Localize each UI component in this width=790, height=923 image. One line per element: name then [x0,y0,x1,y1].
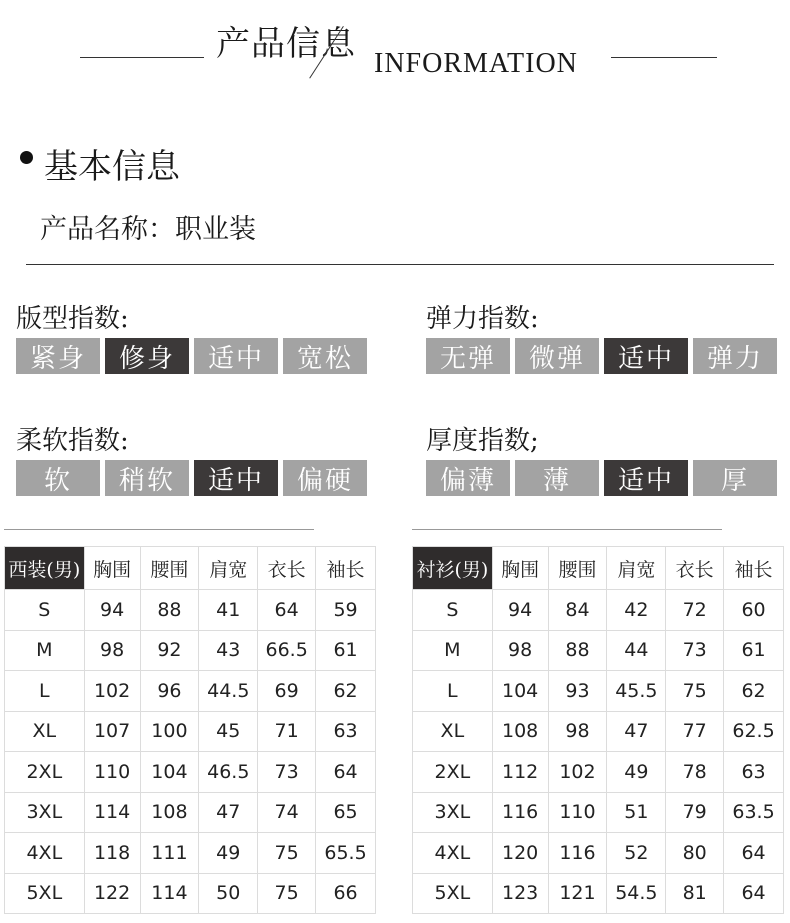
measurement-cell: 44.5 [199,671,258,712]
measurement-cell: 64 [316,752,376,793]
size-cell: 4XL [413,833,493,874]
measurement-cell: 110 [548,792,607,833]
measurement-cell: 51 [607,792,666,833]
measurement-cell: 88 [548,630,607,671]
measurement-cell: 46.5 [199,752,258,793]
measurement-cell: 42 [607,590,666,631]
thickness-option: 薄 [515,460,599,496]
stretch-option: 微弹 [515,338,599,374]
measurement-cell: 63 [316,711,376,752]
section-divider [26,264,774,265]
table-header-cell: 衣长 [258,547,316,590]
softness-option: 偏硬 [283,460,367,496]
measurement-cell: 77 [666,711,724,752]
thickness-option: 偏薄 [426,460,510,496]
size-cell: 5XL [5,873,85,914]
stretch-option: 无弹 [426,338,510,374]
size-cell: L [5,671,85,712]
measurement-cell: 110 [84,752,140,793]
table-row [5,590,376,631]
table-header-row [413,547,784,590]
measurement-cell: 112 [492,752,548,793]
measurement-cell: 102 [548,752,607,793]
measurement-cell: 108 [140,792,199,833]
measurement-cell: 111 [140,833,199,874]
stretch-index-label: 弹力指数: [426,304,539,334]
measurement-cell: 102 [84,671,140,712]
measurement-cell: 116 [492,792,548,833]
page-subtitle: INFORMATION [374,48,578,79]
measurement-cell: 62 [316,671,376,712]
stretch-option: 弹力 [693,338,777,374]
thickness-option: 适中 [604,460,688,496]
measurement-cell: 65 [316,792,376,833]
measurement-cell: 64 [724,833,784,874]
measurement-cell: 65.5 [316,833,376,874]
table-row [5,711,376,752]
table-row [5,873,376,914]
measurement-cell: 61 [724,630,784,671]
measurement-cell: 96 [140,671,199,712]
table-header-cell: 衣长 [666,547,724,590]
stretch-option: 适中 [604,338,688,374]
measurement-cell: 71 [258,711,316,752]
measurement-cell: 44 [607,630,666,671]
measurement-cell: 94 [84,590,140,631]
size-cell: M [413,630,493,671]
size-cell: 5XL [413,873,493,914]
softness-option: 软 [16,460,100,496]
measurement-cell: 75 [258,873,316,914]
measurement-cell: 74 [258,792,316,833]
table-header-cell: 胸围 [84,547,140,590]
measurement-cell: 50 [199,873,258,914]
table-header-cell: 袖长 [316,547,376,590]
measurement-cell: 118 [84,833,140,874]
table-row [413,711,784,752]
measurement-cell: 84 [548,590,607,631]
table-row [413,671,784,712]
thickness-index-label: 厚度指数; [426,426,539,456]
thickness-index-options [426,460,777,496]
measurement-cell: 62 [724,671,784,712]
measurement-cell: 79 [666,792,724,833]
table-row [413,792,784,833]
product-name: 产品名称：职业装 [40,214,256,245]
table-row [413,752,784,793]
table-row [5,630,376,671]
measurement-cell: 63 [724,752,784,793]
measurement-cell: 122 [84,873,140,914]
measurement-cell: 47 [199,792,258,833]
table-row [5,671,376,712]
size-cell: 4XL [5,833,85,874]
measurement-cell: 64 [258,590,316,631]
measurement-cell: 49 [199,833,258,874]
bullet-icon [20,151,33,164]
suit-table-rule [4,529,314,530]
measurement-cell: 94 [492,590,548,631]
table-header-cell: 肩宽 [199,547,258,590]
size-cell: 3XL [5,792,85,833]
size-cell: 3XL [413,792,493,833]
measurement-cell: 49 [607,752,666,793]
thickness-option: 厚 [693,460,777,496]
measurement-cell: 41 [199,590,258,631]
measurement-cell: 78 [666,752,724,793]
measurement-cell: 88 [140,590,199,631]
measurement-cell: 69 [258,671,316,712]
size-cell: S [5,590,85,631]
measurement-cell: 54.5 [607,873,666,914]
measurement-cell: 61 [316,630,376,671]
measurement-cell: 75 [258,833,316,874]
fit-index-label: 版型指数: [16,304,129,334]
size-cell: L [413,671,493,712]
page-title: 产品信息 [216,24,356,64]
softness-option: 适中 [194,460,278,496]
table-row [413,873,784,914]
measurement-cell: 107 [84,711,140,752]
measurement-cell: 43 [199,630,258,671]
measurement-cell: 45.5 [607,671,666,712]
size-cell: XL [413,711,493,752]
measurement-cell: 60 [724,590,784,631]
measurement-cell: 98 [84,630,140,671]
table-row [413,590,784,631]
table-header-cell: 袖长 [724,547,784,590]
measurement-cell: 98 [492,630,548,671]
measurement-cell: 66 [316,873,376,914]
measurement-cell: 81 [666,873,724,914]
measurement-cell: 93 [548,671,607,712]
measurement-cell: 100 [140,711,199,752]
table-row [413,833,784,874]
measurement-cell: 80 [666,833,724,874]
table-header-cell: 腰围 [548,547,607,590]
table-row [5,792,376,833]
stretch-index-options [426,338,777,374]
measurement-cell: 45 [199,711,258,752]
measurement-cell: 108 [492,711,548,752]
table-header-row [5,547,376,590]
suit-size-table [4,546,376,914]
measurement-cell: 116 [548,833,607,874]
header-right-rule [611,57,717,58]
shirt-size-table [412,546,784,914]
measurement-cell: 73 [258,752,316,793]
measurement-cell: 104 [140,752,199,793]
table-row [413,630,784,671]
softness-index-label: 柔软指数: [16,426,129,456]
table-row [5,752,376,793]
measurement-cell: 52 [607,833,666,874]
size-cell: S [413,590,493,631]
measurement-cell: 92 [140,630,199,671]
measurement-cell: 62.5 [724,711,784,752]
size-cell: M [5,630,85,671]
fit-option: 修身 [105,338,189,374]
size-cell: XL [5,711,85,752]
size-cell: 2XL [413,752,493,793]
measurement-cell: 75 [666,671,724,712]
measurement-cell: 114 [84,792,140,833]
shirt-table-rule [412,529,722,530]
section-title: 基本信息 [44,147,180,187]
measurement-cell: 104 [492,671,548,712]
measurement-cell: 72 [666,590,724,631]
softness-index-options [16,460,367,496]
fit-option: 适中 [194,338,278,374]
measurement-cell: 114 [140,873,199,914]
measurement-cell: 98 [548,711,607,752]
measurement-cell: 47 [607,711,666,752]
fit-option: 宽松 [283,338,367,374]
fit-index-options [16,338,367,374]
table-header-cell: 肩宽 [607,547,666,590]
fit-option: 紧身 [16,338,100,374]
measurement-cell: 121 [548,873,607,914]
header-left-rule [80,57,204,58]
measurement-cell: 73 [666,630,724,671]
measurement-cell: 66.5 [258,630,316,671]
size-cell: 2XL [5,752,85,793]
measurement-cell: 64 [724,873,784,914]
table-row [5,833,376,874]
table-header-cell: 腰围 [140,547,199,590]
measurement-cell: 63.5 [724,792,784,833]
measurement-cell: 59 [316,590,376,631]
table-header-cell: 胸围 [492,547,548,590]
measurement-cell: 123 [492,873,548,914]
measurement-cell: 120 [492,833,548,874]
table-header-cell: 衬衫(男) [413,547,493,590]
table-header-cell: 西装(男) [5,547,85,590]
softness-option: 稍软 [105,460,189,496]
